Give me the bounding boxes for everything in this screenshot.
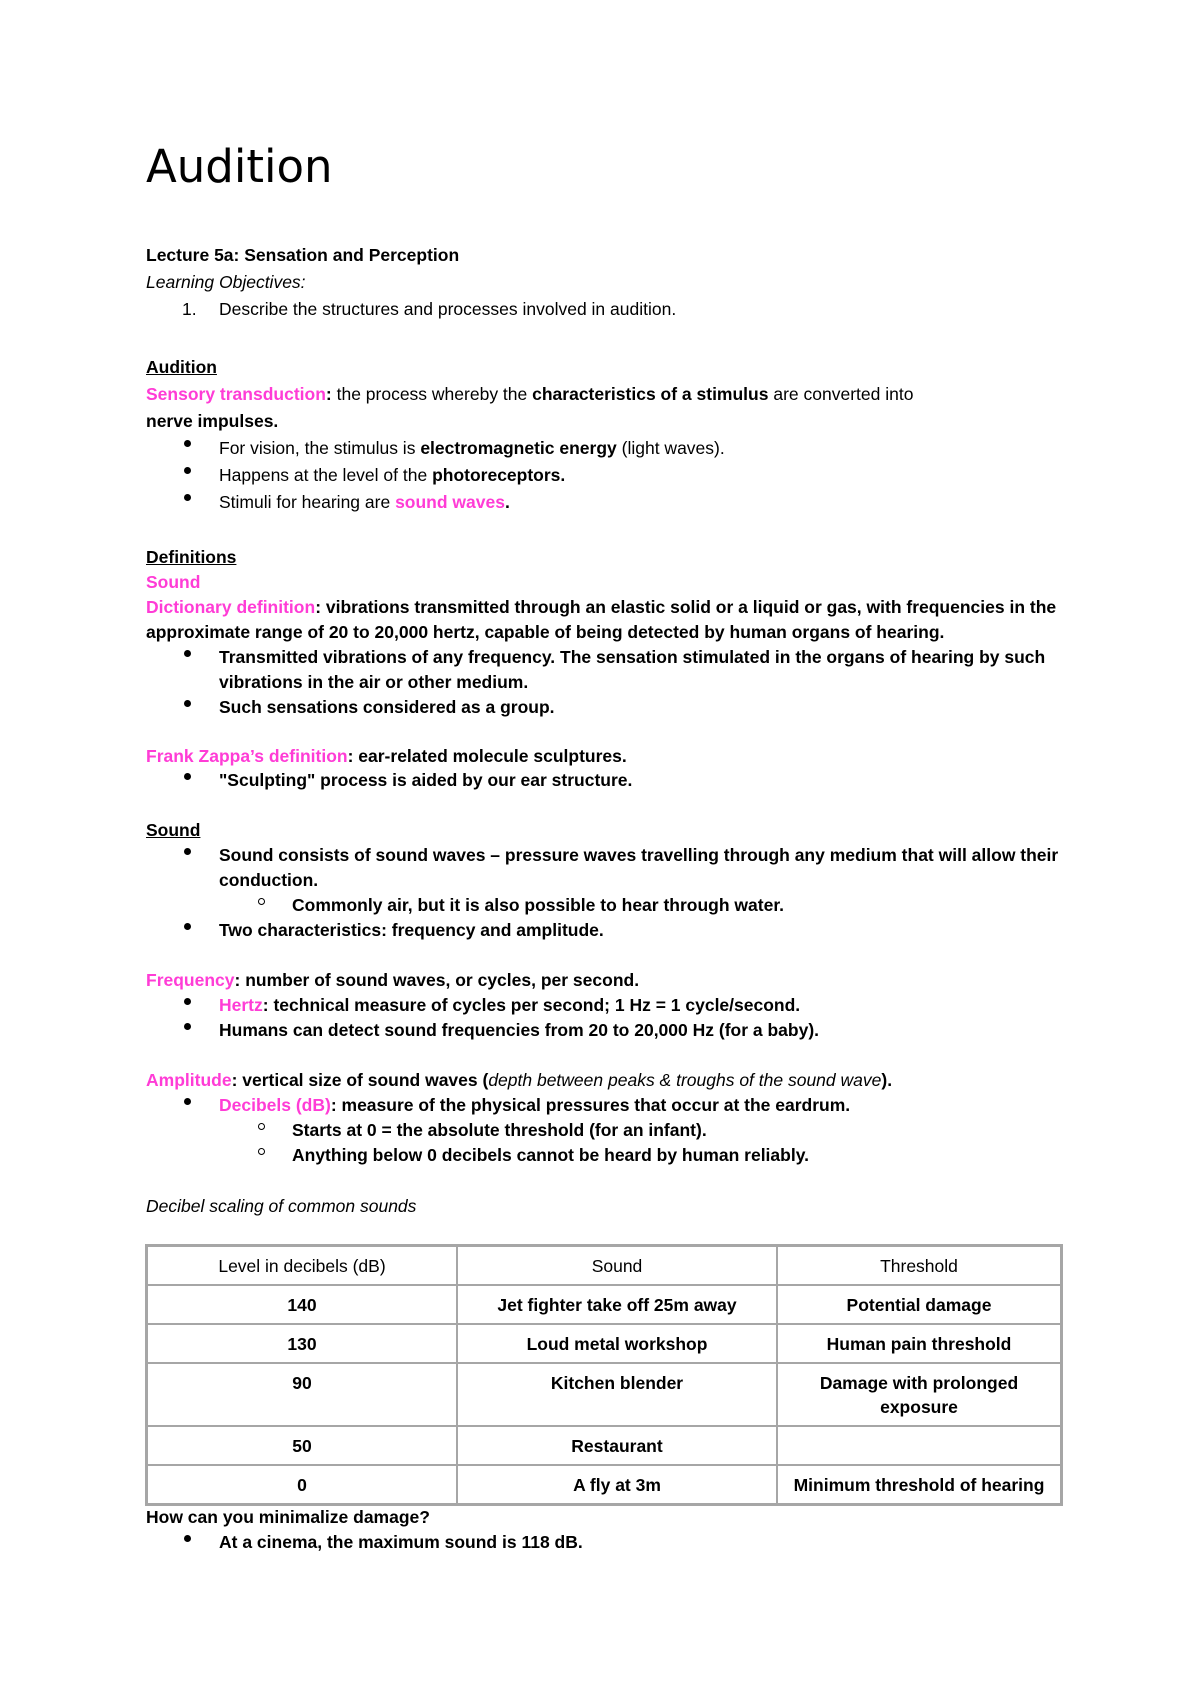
bullet-icon <box>184 848 191 855</box>
bullet-icon <box>184 650 191 657</box>
objective-number: 1. <box>182 299 197 319</box>
table-cell: A fly at 3m <box>457 1465 777 1504</box>
text: For vision, the stimulus is <box>219 438 421 458</box>
sub-bullet-icon <box>258 1148 265 1155</box>
list-item: At a cinema, the maximum sound is 118 dB. <box>219 1532 583 1552</box>
sound-label: Sound <box>146 572 201 592</box>
list-item <box>219 490 510 514</box>
table-cell: 50 <box>147 1426 457 1465</box>
text: : measure of the physical pressures that occur at the eardrum. <box>330 1095 851 1115</box>
table-caption: Decibel scaling of common sounds <box>146 1196 417 1216</box>
pink-text: sound waves <box>395 492 505 512</box>
term: Amplitude <box>146 1070 232 1090</box>
amplitude-definition <box>146 1068 892 1092</box>
bold-text: photoreceptors <box>432 465 561 485</box>
document-title: Audition <box>146 140 333 193</box>
text: : number of sound waves, or cycles, per second. <box>234 970 640 990</box>
table-row <box>147 1363 1061 1426</box>
lecture-heading: Lecture 5a: Sensation and Perception <box>146 245 460 265</box>
frequency-definition <box>146 968 639 992</box>
bullet-icon <box>184 923 191 930</box>
table-cell: Potential damage <box>777 1285 1061 1324</box>
bullet-icon <box>184 467 191 474</box>
list-item-cont: conduction. <box>219 870 319 890</box>
bullet-icon <box>184 1098 191 1105</box>
zappa-definition <box>146 744 627 768</box>
text: are converted into <box>768 384 914 404</box>
text: ). <box>881 1070 893 1090</box>
text: Stimuli for hearing are <box>219 492 396 512</box>
table-cell: Human pain threshold <box>777 1324 1061 1363</box>
table-row <box>147 1465 1061 1504</box>
text: (light waves). <box>616 438 725 458</box>
table-cell: 0 <box>147 1465 457 1504</box>
audition-heading: Audition <box>146 357 217 377</box>
text: : vibrations transmitted through an elastic solid or a liquid or gas, with frequencies in the <box>315 597 1057 617</box>
text: . <box>560 465 566 485</box>
colon: : <box>325 384 332 404</box>
sub-bullet-icon <box>258 898 265 905</box>
table-cell: 90 <box>147 1363 457 1426</box>
table-header-cell: Threshold <box>777 1246 1061 1285</box>
list-item: Sound consists of sound waves – pressure waves travelling through any medium that will allow their <box>219 845 1059 865</box>
sub-list-item: Starts at 0 = the absolute threshold (for an infant). <box>292 1120 707 1140</box>
list-item <box>219 436 725 460</box>
list-item: "Sculpting" process is aided by our ear structure. <box>219 770 633 790</box>
sound-heading: Sound <box>146 820 201 840</box>
table-cell: 140 <box>147 1285 457 1324</box>
table-cell: Loud metal workshop <box>457 1324 777 1363</box>
table-cell: Minimum threshold of hearing <box>777 1465 1061 1504</box>
table-row <box>147 1324 1061 1363</box>
decibel-table <box>145 1244 1063 1506</box>
sub-list-item: Commonly air, but it is also possible to hear through water. <box>292 895 785 915</box>
text: Happens at the level of the <box>219 465 433 485</box>
term: Dictionary definition <box>146 597 316 617</box>
list-item <box>219 1093 850 1117</box>
table-header-cell: Sound <box>457 1246 777 1285</box>
table-cell: Damage with prolonged exposure <box>777 1363 1061 1426</box>
definitions-heading: Definitions <box>146 547 237 567</box>
term: Hertz <box>219 995 263 1015</box>
bullet-icon <box>184 440 191 447</box>
table-cell: 130 <box>147 1324 457 1363</box>
dictionary-definition <box>146 595 1056 619</box>
term: Sensory transduction <box>146 384 326 404</box>
term: Frequency <box>146 970 235 990</box>
sensory-transduction-cont: nerve impulses. <box>146 411 279 431</box>
bullet-icon <box>184 1535 191 1542</box>
term: Frank Zappa’s definition <box>146 746 348 766</box>
list-item-cont: vibrations in the air or other medium. <box>219 672 529 692</box>
italic-text: depth between peaks & troughs of the sound wave <box>488 1070 882 1090</box>
text: the process whereby the <box>331 384 533 404</box>
bullet-icon <box>184 998 191 1005</box>
table-row <box>147 1285 1061 1324</box>
list-item: Humans can detect sound frequencies from 20 to 20,000 Hz (for a baby). <box>219 1020 820 1040</box>
text: : technical measure of cycles per second; 1 Hz = 1 cycle/second. <box>262 995 801 1015</box>
bullet-icon <box>184 700 191 707</box>
text: . <box>504 492 510 512</box>
text: : vertical size of sound waves ( <box>231 1070 489 1090</box>
sensory-transduction-definition <box>146 382 913 406</box>
dictionary-definition-cont: approximate range of 20 to 20,000 hertz, capable of being detected by human organs of hearing. <box>146 622 945 642</box>
table-header-cell: Level in decibels (dB) <box>147 1246 457 1285</box>
list-item <box>219 463 565 487</box>
objectives-label: Learning Objectives: <box>146 272 306 292</box>
bullet-icon <box>184 1023 191 1030</box>
table-cell: Kitchen blender <box>457 1363 777 1426</box>
list-item: Two characteristics: frequency and amplitude. <box>219 920 604 940</box>
sub-list-item: Anything below 0 decibels cannot be heard by human reliably. <box>292 1145 810 1165</box>
bullet-icon <box>184 773 191 780</box>
bold-text: electromagnetic energy <box>420 438 617 458</box>
list-item: Such sensations considered as a group. <box>219 697 555 717</box>
table-row <box>147 1426 1061 1465</box>
bold-text: characteristics of a stimulus <box>532 384 769 404</box>
damage-question: How can you minimalize damage? <box>146 1507 430 1527</box>
list-item <box>219 993 800 1017</box>
table-cell: Restaurant <box>457 1426 777 1465</box>
text: : ear-related molecule sculptures. <box>347 746 627 766</box>
list-item: Transmitted vibrations of any frequency. The sensation stimulated in the organs of hearing by such <box>219 647 1046 667</box>
table-header-row <box>147 1246 1061 1285</box>
term: Decibels (dB) <box>219 1095 331 1115</box>
sub-bullet-icon <box>258 1123 265 1130</box>
objective-text: Describe the structures and processes involved in audition. <box>219 299 677 319</box>
table-cell <box>777 1426 1061 1465</box>
bullet-icon <box>184 494 191 501</box>
table-cell: Jet fighter take off 25m away <box>457 1285 777 1324</box>
